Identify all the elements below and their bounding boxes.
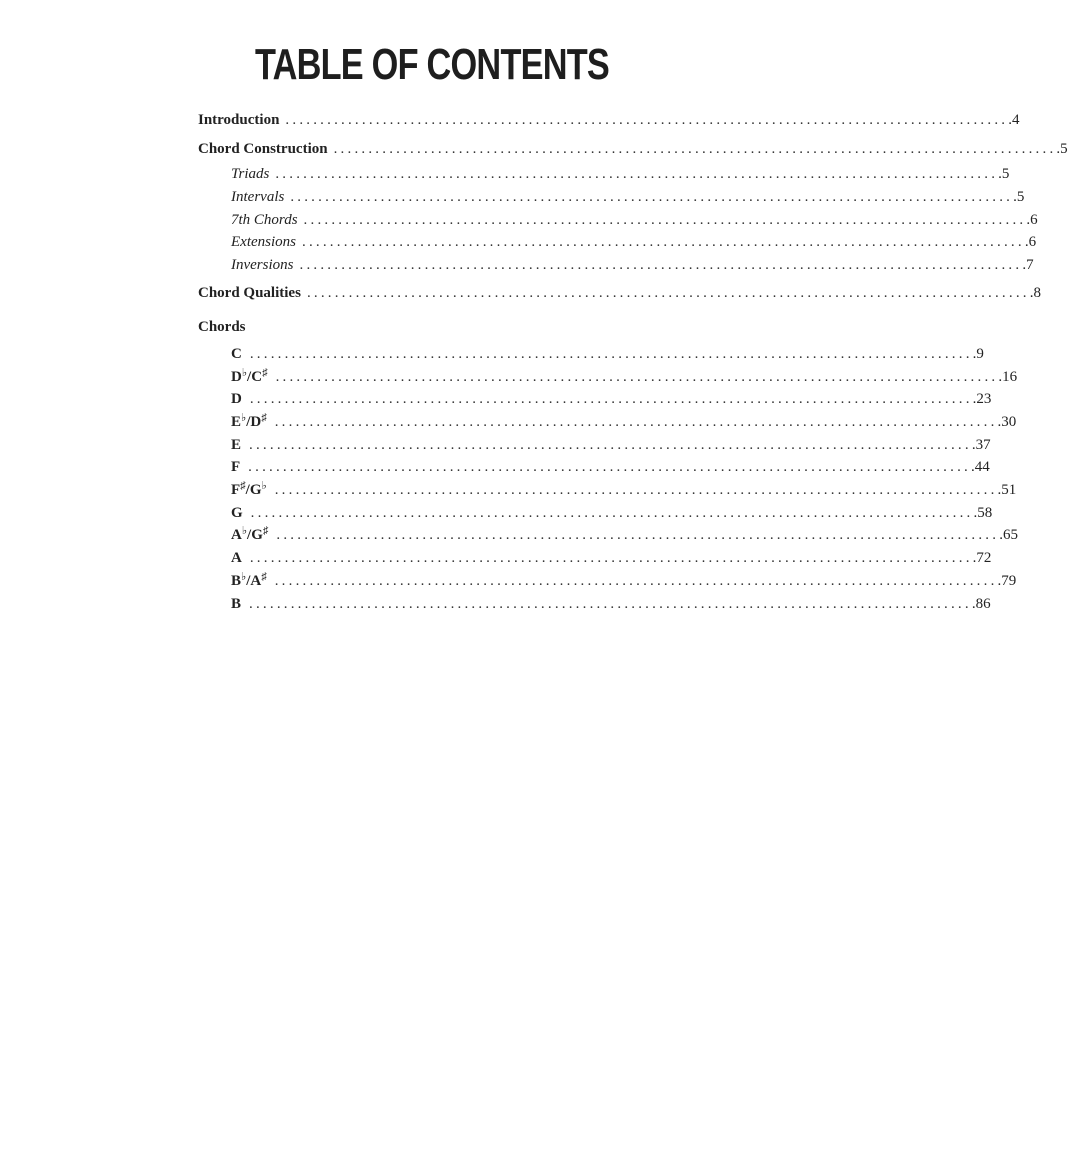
chord-root: D xyxy=(231,391,242,407)
sharp-symbol: ♯ xyxy=(240,480,246,492)
entry-label: Inversions xyxy=(231,257,294,273)
chord-root: F xyxy=(231,459,241,475)
entry-page-number: .51 xyxy=(997,482,1017,498)
dot-leader: ........................................................................................................ xyxy=(249,550,973,566)
chord-root: E xyxy=(231,414,242,430)
dot-leader: ........................................................................................................ xyxy=(302,234,1025,250)
sharp-symbol: ♯ xyxy=(261,412,267,424)
dot-leader: ........................................................................................................ xyxy=(249,391,973,407)
chord-entry-c[interactable] xyxy=(231,344,984,364)
flat-symbol: ♭ xyxy=(241,412,247,424)
chord-label xyxy=(231,389,250,409)
entry-page-number: .86 xyxy=(971,596,991,612)
chord-entry-db-csharp[interactable] xyxy=(231,367,1018,387)
sharp-symbol: ♯ xyxy=(261,571,267,583)
dot-leader: ........................................................................................................ xyxy=(249,346,973,362)
chord-root: D xyxy=(231,369,242,385)
chord-entry-ab-gsharp[interactable] xyxy=(231,525,1018,545)
chord-separator: / xyxy=(245,482,250,498)
entry-page-number: .30 xyxy=(997,414,1017,430)
chord-label xyxy=(231,571,275,591)
dot-leader: ........................................................................................................ xyxy=(290,189,1014,205)
chord-label xyxy=(231,503,251,523)
entry-page-number: .6 xyxy=(1024,234,1037,250)
entry-label: Extensions xyxy=(231,234,296,250)
toc-entry-intervals[interactable] xyxy=(231,187,1025,207)
chord-label xyxy=(231,435,249,455)
chord-label xyxy=(231,525,276,545)
dot-leader: ........................................................................................................ xyxy=(250,505,974,521)
entry-page-number: .5 xyxy=(1013,189,1025,205)
entry-page-number: .4 xyxy=(1008,112,1020,128)
chord-root: E xyxy=(231,437,242,453)
entry-page-number: .16 xyxy=(998,369,1018,385)
toc-entry-triads[interactable] xyxy=(231,164,1010,184)
entry-page-number: .5 xyxy=(1056,141,1068,157)
chord-separator: / xyxy=(247,527,252,543)
entry-page-number: .79 xyxy=(997,573,1017,589)
dot-leader: ........................................................................................................ xyxy=(274,573,998,589)
chord-label xyxy=(231,412,275,432)
entry-page-number: .9 xyxy=(972,346,984,362)
chord-root: B xyxy=(231,573,242,589)
entry-label: Triads xyxy=(231,166,270,182)
chord-root: A xyxy=(231,527,242,543)
toc-entry-chord-qualities[interactable] xyxy=(198,283,1041,303)
entry-page-number: .58 xyxy=(973,505,993,521)
dot-leader: ........................................................................................................ xyxy=(276,527,1000,543)
chord-enharmonic-root: A xyxy=(250,573,262,589)
chord-label xyxy=(231,457,248,477)
chord-root: B xyxy=(231,596,242,612)
chord-separator: / xyxy=(246,414,251,430)
chord-root: A xyxy=(231,550,242,566)
dot-leader: ........................................................................................................ xyxy=(333,141,1057,157)
dot-leader: ........................................................................................................ xyxy=(275,166,999,182)
dot-leader: ........................................................................................................ xyxy=(274,482,998,498)
toc-entry-introduction[interactable] xyxy=(198,110,1020,130)
entry-label: Intervals xyxy=(231,189,285,205)
flat-symbol: ♭ xyxy=(241,525,248,537)
chord-enharmonic-root: G xyxy=(251,527,263,543)
chord-entry-e[interactable] xyxy=(231,435,991,455)
page-title: TABLE OF CONTENTS xyxy=(254,40,610,89)
entry-label: 7th Chords xyxy=(231,212,298,228)
chords-section-heading: Chords xyxy=(198,319,246,335)
dot-leader: ........................................................................................................ xyxy=(303,212,1027,228)
entry-label: Introduction xyxy=(198,112,280,128)
chord-root: F xyxy=(231,482,241,498)
toc-entry-7th-chords[interactable] xyxy=(231,210,1038,230)
chord-entry-g[interactable] xyxy=(231,503,993,523)
flat-symbol: ♭ xyxy=(241,367,248,379)
dot-leader: ........................................................................................................ xyxy=(249,437,972,453)
entry-page-number: .7 xyxy=(1022,257,1034,273)
entry-page-number: .23 xyxy=(972,391,992,407)
entry-page-number: .72 xyxy=(972,550,992,566)
flat-symbol: ♭ xyxy=(241,571,247,583)
chord-separator: / xyxy=(247,369,252,385)
entry-page-number: .37 xyxy=(971,437,991,453)
entry-page-number: .6 xyxy=(1026,212,1038,228)
chord-label xyxy=(231,344,250,364)
entry-page-number: .5 xyxy=(998,166,1010,182)
dot-leader: ........................................................................................................ xyxy=(285,112,1009,128)
entry-label: Chord Qualities xyxy=(198,285,301,301)
dot-leader: ........................................................................................................ xyxy=(275,369,999,385)
chord-entry-b[interactable] xyxy=(231,594,991,614)
toc-entry-inversions[interactable] xyxy=(231,255,1034,275)
flat-symbol: ♭ xyxy=(261,480,267,492)
sharp-symbol: ♯ xyxy=(262,525,269,537)
entry-page-number: .8 xyxy=(1029,285,1041,301)
dot-leader: ........................................................................................................ xyxy=(249,596,972,612)
entry-page-number: .44 xyxy=(970,459,990,475)
chord-label xyxy=(231,367,276,387)
dot-leader: ........................................................................................................ xyxy=(299,257,1023,273)
chord-entry-eb-dsharp[interactable] xyxy=(231,412,1017,432)
dot-leader: ........................................................................................................ xyxy=(306,285,1030,301)
chord-enharmonic-root: G xyxy=(249,482,262,498)
chord-label xyxy=(231,594,249,614)
toc-entry-chord-construction[interactable] xyxy=(198,139,1068,159)
chord-entry-bb-asharp[interactable] xyxy=(231,571,1017,591)
chord-separator: / xyxy=(246,573,251,589)
chord-enharmonic-root: D xyxy=(250,414,262,430)
dot-leader: ........................................................................................................ xyxy=(274,414,998,430)
chord-label xyxy=(231,548,250,568)
chord-entry-fsharp-gb[interactable] xyxy=(231,480,1017,500)
entry-label: Chord Construction xyxy=(198,141,328,157)
dot-leader: ........................................................................................................ xyxy=(248,459,971,475)
entry-page-number: .65 xyxy=(999,527,1018,543)
chord-entry-f[interactable] xyxy=(231,457,990,477)
chord-enharmonic-root: C xyxy=(251,369,263,385)
sharp-symbol: ♯ xyxy=(262,367,268,379)
chord-root: G xyxy=(231,505,243,521)
chord-root: C xyxy=(231,346,242,362)
chord-entry-d[interactable] xyxy=(231,389,992,409)
chord-label xyxy=(231,480,275,500)
chord-entry-a[interactable] xyxy=(231,548,992,568)
toc-entry-extensions[interactable] xyxy=(231,232,1037,252)
